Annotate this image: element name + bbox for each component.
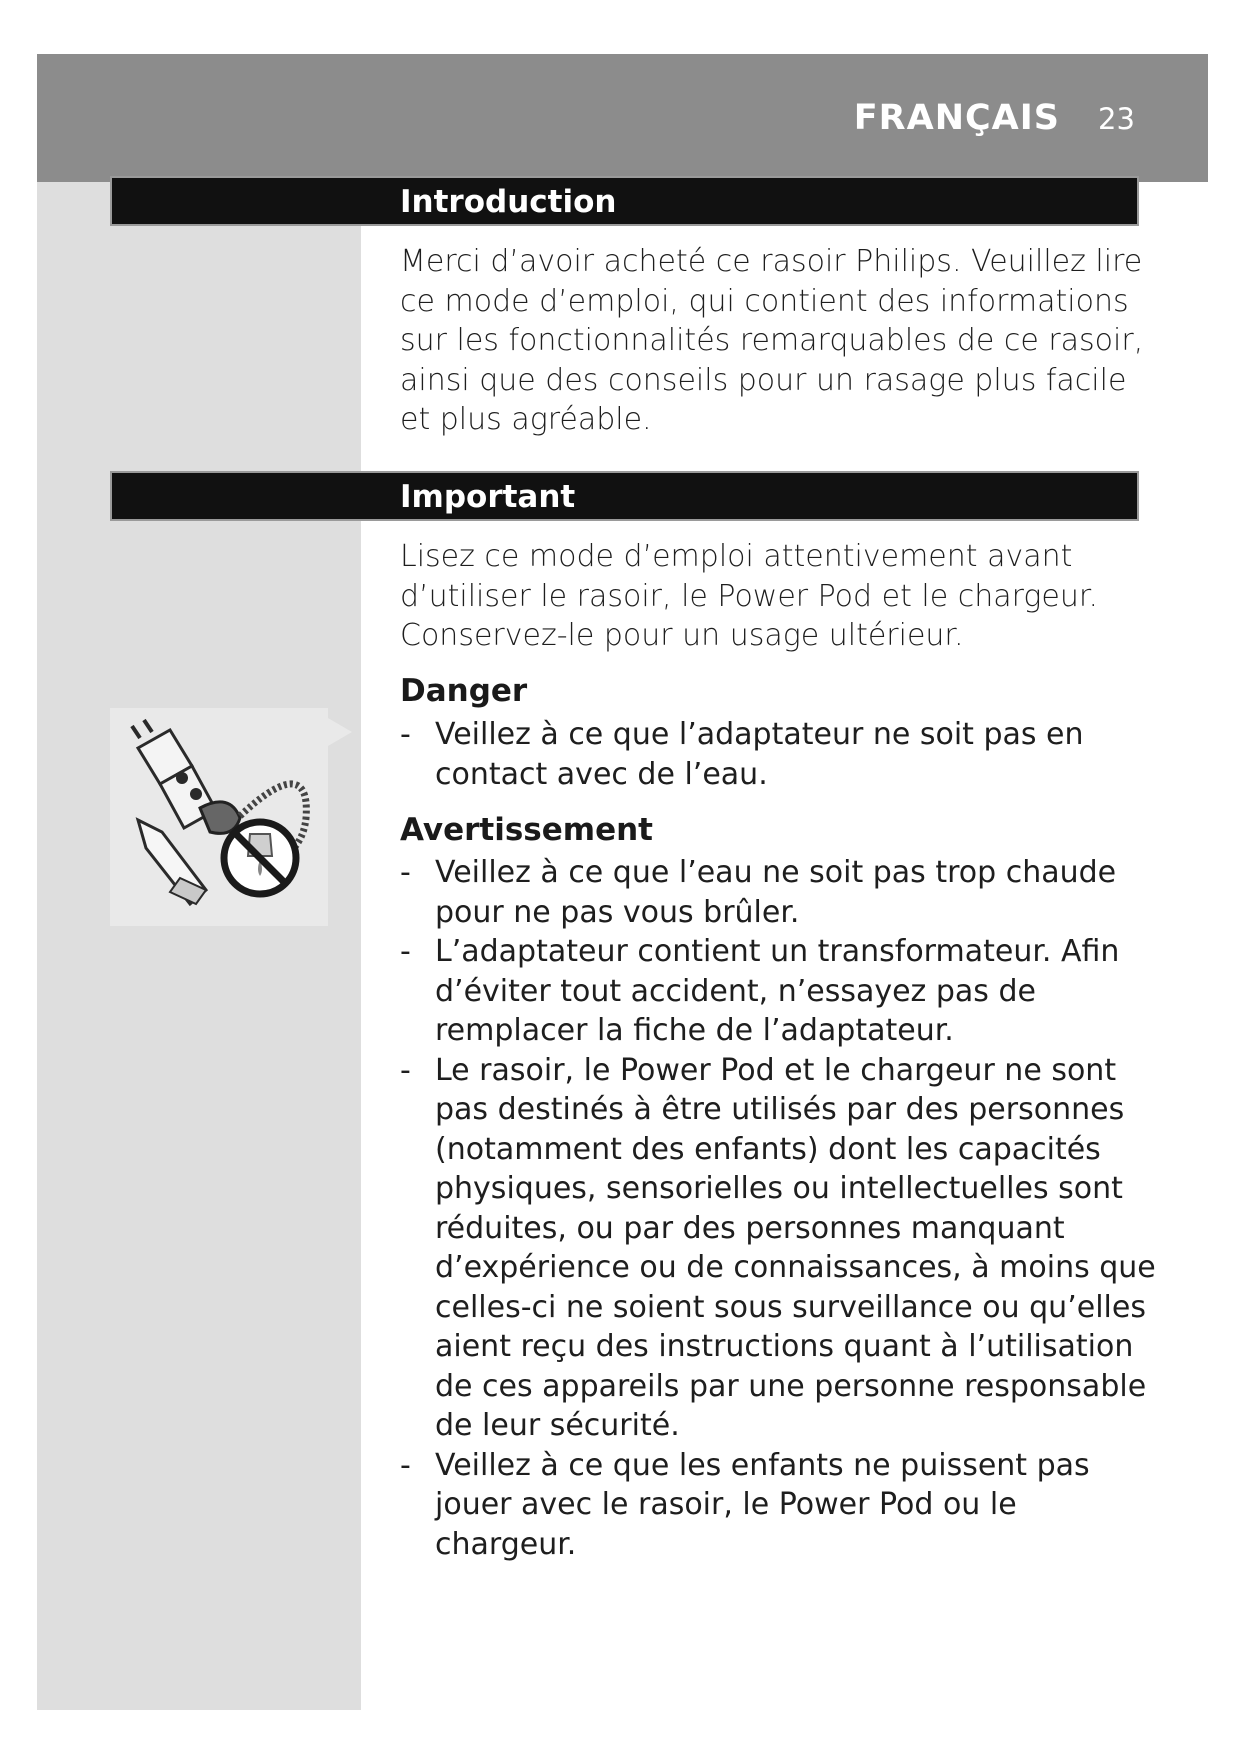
- bullet-dash: -: [400, 717, 411, 752]
- language-title: FRANÇAIS: [853, 98, 1060, 138]
- list-item: [400, 932, 1160, 1051]
- list-item-text: Veillez à ce que l’eau ne soit pas trop chaude pour ne pas vous brûler.: [435, 855, 1117, 930]
- section-bar-introduction: [110, 176, 1139, 226]
- warning-heading: Avertissement: [400, 812, 653, 848]
- danger-list: [400, 715, 1160, 794]
- bullet-dash: -: [400, 934, 411, 969]
- section-bar-important: [110, 471, 1139, 521]
- list-item-text: Veillez à ce que l’adaptateur ne soit pas en contact avec de l’eau.: [435, 717, 1084, 792]
- list-item: [400, 1051, 1160, 1446]
- list-item-text: L’adaptateur contient un transformateur. Afin d’éviter tout accident, n’essayez pas de remplacer la fiche de l’adaptateur.: [435, 934, 1120, 1048]
- illustration-box: [110, 708, 328, 926]
- illustration-pointer: [328, 718, 352, 746]
- list-item-text: Veillez à ce que les enfants ne puissent pas jouer avec le rasoir, le Power Pod ou le chargeur.: [435, 1447, 1090, 1562]
- section-title-introduction: Introduction: [400, 184, 617, 220]
- list-item: [400, 715, 1160, 794]
- important-paragraph: Lisez ce mode d’emploi attentivement avant d’utiliser le rasoir, le Power Pod et le chargeur. Conservez-le pour un usage ultérieur.: [400, 539, 1098, 653]
- danger-heading: Danger: [400, 673, 528, 709]
- page-number: 23: [1098, 102, 1135, 136]
- list-item: [400, 853, 1160, 932]
- bullet-dash: -: [400, 1052, 411, 1088]
- section-title-important: Important: [400, 479, 576, 515]
- introduction-paragraph: Merci d’avoir acheté ce rasoir Philips. Veuillez lire ce mode d’emploi, qui contient des informations sur les fonctionnalités remarquables de ce rasoir, ainsi que des conseils pour un rasage plus facile et plus agréable.: [400, 244, 1144, 437]
- list-item-text: Le rasoir, le Power Pod et le chargeur ne sont pas destinés à être utilisés par des personnes (notamment des enfants) dont les capacités physiques, sensorielles ou intellectuelles sont réduites, ou par des personnes manquant d’expérience ou de connaissances, à moins que celles-ci ne soient sous surveillance ou qu’elles aient reçu des instructions quant à l’utilisation de ces appareils par une personne responsable de leur sécurité.: [435, 1052, 1156, 1443]
- adapter-no-water-icon: [110, 708, 328, 926]
- bullet-dash: -: [400, 855, 411, 890]
- warning-list: [400, 853, 1160, 1564]
- bullet-dash: -: [400, 1447, 411, 1483]
- list-item: [400, 1446, 1160, 1565]
- sidebar-margin: [37, 182, 361, 1710]
